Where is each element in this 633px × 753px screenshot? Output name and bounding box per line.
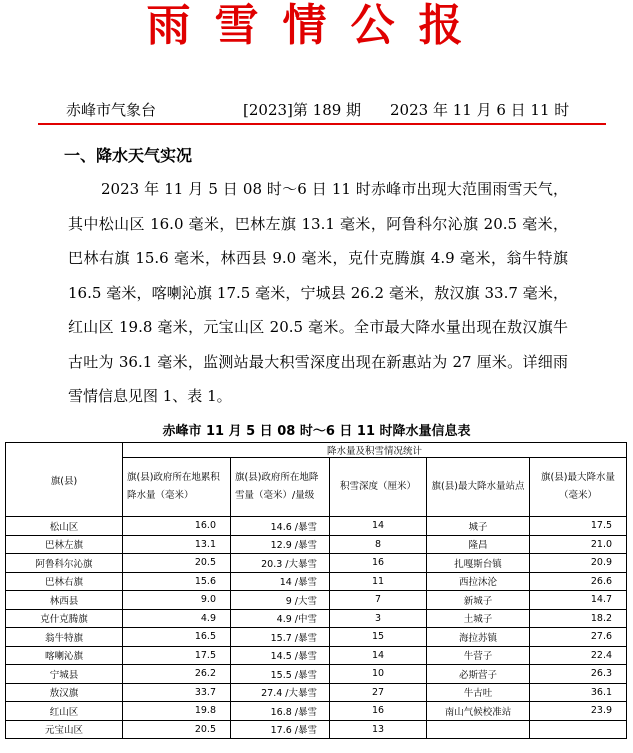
header-col-2: 旗(县)政府所在地降雪量（毫米）/量级 [231, 458, 330, 517]
table-cell: 14 /暴雪 [231, 572, 330, 591]
table-caption: 赤峰市 11 月 5 日 08 时～6 日 11 时降水量信息表 [162, 424, 471, 439]
table-cell: 4.9 [123, 609, 231, 628]
table-row [6, 609, 627, 628]
table-cell: 必斯营子 [427, 665, 530, 684]
table-cell: 16 [330, 554, 427, 573]
table-row [6, 683, 627, 702]
table-cell: 26.3 [530, 665, 627, 684]
table-cell: 隆昌 [427, 535, 530, 554]
table-cell: 敖汉旗 [6, 683, 123, 702]
table-cell: 15 [330, 628, 427, 647]
table-cell: 林西县 [6, 591, 123, 610]
table-cell: 城子 [427, 517, 530, 536]
table-row [6, 628, 627, 647]
table-cell: 阿鲁科尔沁旗 [6, 554, 123, 573]
table-cell: 牛营子 [427, 646, 530, 665]
table-cell: 3 [330, 609, 427, 628]
table-cell: 9 /大雪 [231, 591, 330, 610]
table-cell: 海拉苏镇 [427, 628, 530, 647]
table-cell: 12.9 /暴雪 [231, 535, 330, 554]
table-cell: 20.5 [123, 720, 231, 739]
table-cell: 土城子 [427, 609, 530, 628]
table-cell: 23.9 [530, 702, 627, 721]
paragraph-text: 2023 年 11 月 5 日 08 时～6 日 11 时赤峰市出现大范围雨雪天气，其中松山区 16.0 毫米，巴林左旗 13.1 毫米，阿鲁科尔沁旗 20.5 毫米，巴林右旗 15.6 毫米，林西县 9.0 毫米，克什克腾旗 4.9 毫米，翁牛特旗 16.5 毫米，喀喇沁旗 17.5 毫米，宁城县 26.2 毫米，敖汉旗 33.7 毫米，红山区 19.8 毫米，元宝山区 20.5 毫米。全市最大降水量出现在敖汉旗牛古吐为 36.1 毫米，监测站最大积雪深度出现在新惠站为 27 厘米。详细雨雪情信息见图 1、表 1。 [68, 180, 568, 405]
table-cell: 4.9 /中雪 [231, 609, 330, 628]
table-cell: 20.5 [123, 554, 231, 573]
table-cell: 14.5 /暴雪 [231, 646, 330, 665]
table-cell: 36.1 [530, 683, 627, 702]
table-row [6, 591, 627, 610]
table-cell: 巴林右旗 [6, 572, 123, 591]
header-col-4: 旗(县)最大降水量站点 [427, 458, 530, 517]
table-cell: 16.5 [123, 628, 231, 647]
table-cell: 宁城县 [6, 665, 123, 684]
table-cell: 10 [330, 665, 427, 684]
table-row [6, 702, 627, 721]
table-cell: 14 [330, 517, 427, 536]
table-row [6, 554, 627, 573]
table-cell: 喀喇沁旗 [6, 646, 123, 665]
table-cell: 21.0 [530, 535, 627, 554]
table-cell: 22.4 [530, 646, 627, 665]
table-row [6, 665, 627, 684]
table-cell: 牛古吐 [427, 683, 530, 702]
table-cell: 巴林左旗 [6, 535, 123, 554]
table-cell: 15.6 [123, 572, 231, 591]
body-paragraph [68, 172, 568, 414]
table-row [6, 646, 627, 665]
table-cell: 17.6 /暴雪 [231, 720, 330, 739]
header-col-1: 旗(县)政府所在地累积降水量（毫米） [123, 458, 231, 517]
table-row [6, 535, 627, 554]
table-cell: 17.5 [530, 517, 627, 536]
table-cell: 19.8 [123, 702, 231, 721]
table-cell: 20.9 [530, 554, 627, 573]
table-cell: 18.2 [530, 609, 627, 628]
table-cell: 扎嘎斯台镇 [427, 554, 530, 573]
table-cell: 14.7 [530, 591, 627, 610]
table-cell: 27 [330, 683, 427, 702]
table-cell: 15.5 /暴雪 [231, 665, 330, 684]
issuer: 赤峰市气象台 [66, 101, 157, 119]
table-row [6, 517, 627, 536]
section-heading: 一、降水天气实况 [64, 146, 193, 165]
table-cell: 11 [330, 572, 427, 591]
table-cell: 27.6 [530, 628, 627, 647]
table-cell: 8 [330, 535, 427, 554]
header-col-5: 旗(县)最大降水量（毫米） [530, 458, 627, 517]
table-cell [530, 720, 627, 739]
table-cell: 红山区 [6, 702, 123, 721]
table-body [6, 517, 627, 739]
table-cell: 松山区 [6, 517, 123, 536]
table-cell: 20.3 /大暴雪 [231, 554, 330, 573]
table-cell: 14.6 /暴雪 [231, 517, 330, 536]
bulletin-title: 雨雪情公报 [146, 0, 487, 51]
table-cell: 9.0 [123, 591, 231, 610]
table-cell: 翁牛特旗 [6, 628, 123, 647]
table-cell: 15.7 /暴雪 [231, 628, 330, 647]
red-divider-line [38, 123, 606, 125]
issue-date: 2023 年 11 月 6 日 11 时 [390, 101, 570, 119]
header-col-3: 积雪深度（厘米） [330, 458, 427, 517]
precipitation-table [5, 442, 627, 739]
table-cell: 元宝山区 [6, 720, 123, 739]
table-row [6, 572, 627, 591]
table-cell: 33.7 [123, 683, 231, 702]
table-cell [427, 720, 530, 739]
table-cell: 新城子 [427, 591, 530, 610]
table-cell: 16.8 /暴雪 [231, 702, 330, 721]
table-cell: 克什克腾旗 [6, 609, 123, 628]
table-cell: 26.2 [123, 665, 231, 684]
table-cell: 16.0 [123, 517, 231, 536]
table-cell: 27.4 /大暴雪 [231, 683, 330, 702]
table-cell: 南山气候校准站 [427, 702, 530, 721]
table-cell: 13.1 [123, 535, 231, 554]
table-row [6, 720, 627, 739]
table-cell: 13 [330, 720, 427, 739]
issue-number: [2023]第 189 期 [243, 101, 362, 119]
table-cell: 17.5 [123, 646, 231, 665]
table-cell: 26.6 [530, 572, 627, 591]
table-cell: 西拉沐沦 [427, 572, 530, 591]
table-cell: 14 [330, 646, 427, 665]
header-group: 降水量及积雪情况统计 [123, 443, 627, 458]
header-county: 旗(县) [6, 443, 123, 517]
table-cell: 16 [330, 702, 427, 721]
table-cell: 7 [330, 591, 427, 610]
